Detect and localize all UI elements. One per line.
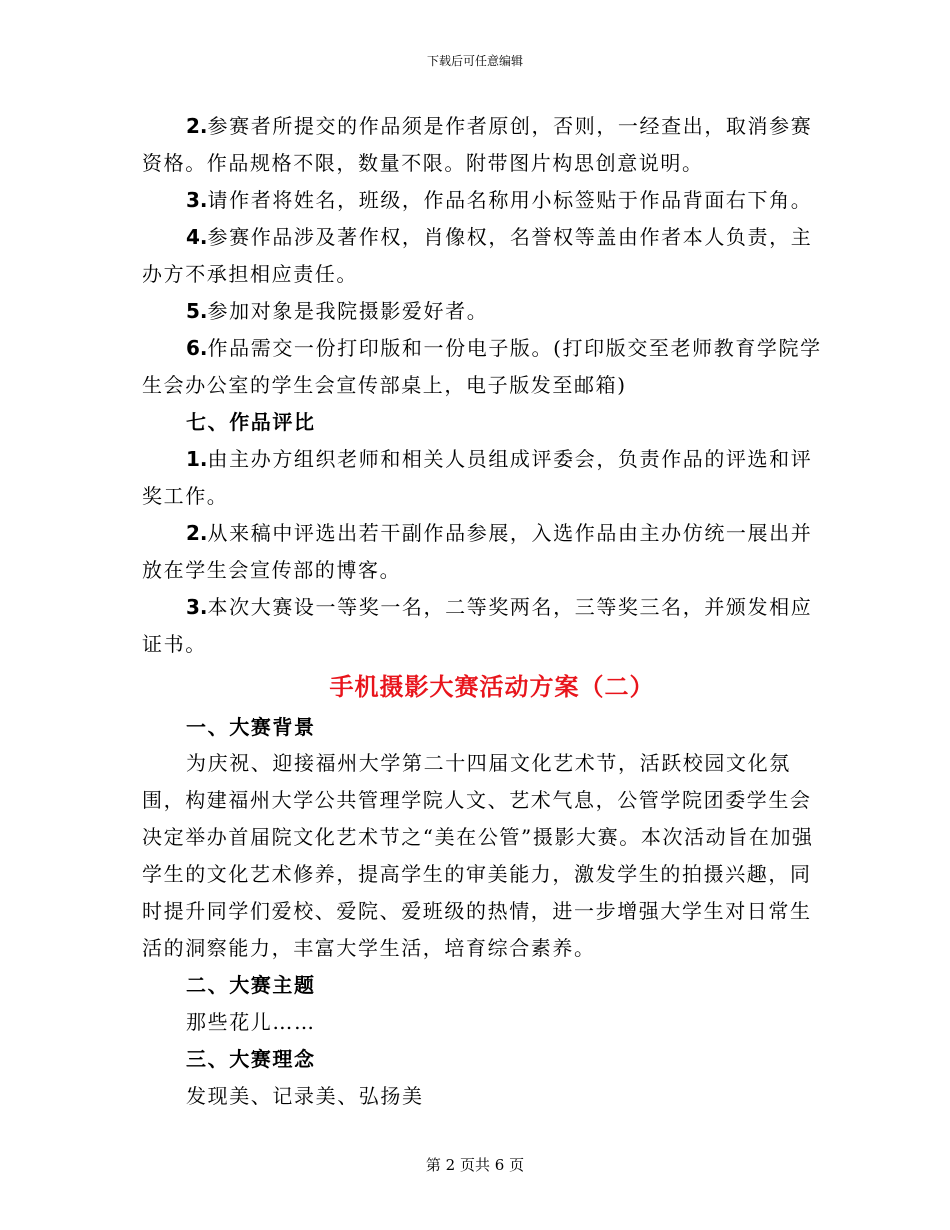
list-item bbox=[142, 219, 822, 293]
item-text: 本次大赛设一等奖一名，二等奖两名，三等奖三名，并颁发相应证书。 bbox=[142, 595, 813, 656]
item-number: 2. bbox=[186, 521, 208, 545]
section-heading: 一、大赛背景 bbox=[186, 715, 316, 739]
list-item bbox=[142, 589, 822, 663]
item-text: 作品需交一份打印版和一份电子版。(打印版交至老师教育学院学生会办公室的学生会宣传部桌上，电子版发至邮箱) bbox=[142, 336, 822, 397]
section-body: 为庆祝、迎接福州大学第二十四届文化艺术节，活跃校园文化氛围，构建福州大学公共管理学院人文、艺术气息，公管学院团委学生会决定举办首届院文化艺术节之“美在公管”摄影大赛。本次活动旨在加强学生的文化艺术修养，提高学生的审美能力，激发学生的拍摄兴趣，同时提升同学们爱校、爱院、爱班级的热情，进一步增强大学生对日常生活的洞察能力，丰富大学生活，培育综合素养。 bbox=[142, 751, 814, 960]
item-text: 请作者将姓名，班级，作品名称用小标签贴于作品背面右下角。 bbox=[207, 188, 813, 212]
item-text: 参赛作品涉及著作权，肖像权，名誉权等盖由作者本人负责，主办方不承担相应责任。 bbox=[142, 225, 813, 286]
item-number: 2. bbox=[186, 114, 208, 138]
item-number: 4. bbox=[186, 225, 208, 249]
item-text: 由主办方组织老师和相关人员组成评委会，负责作品的评选和评奖工作。 bbox=[142, 447, 813, 508]
section-heading: 二、大赛主题 bbox=[186, 973, 316, 997]
item-number: 3. bbox=[186, 595, 208, 619]
section-body: 发现美、记录美、弘扬美 bbox=[186, 1084, 424, 1108]
document-title: 手机摄影大赛活动方案（二） bbox=[329, 672, 655, 701]
page-footer: 第 2 页共 6 页 bbox=[425, 1156, 525, 1174]
item-text: 参加对象是我院摄影爱好者。 bbox=[207, 299, 489, 323]
page-header: 下载后可任意编辑 bbox=[426, 54, 523, 68]
section-heading: 七、作品评比 bbox=[186, 410, 316, 434]
list-item bbox=[142, 441, 822, 515]
section-body: 那些花儿…… bbox=[186, 1010, 316, 1034]
list-item bbox=[142, 293, 822, 330]
item-number: 3. bbox=[186, 188, 208, 212]
item-number: 1. bbox=[186, 447, 208, 471]
section-heading: 三、大赛理念 bbox=[186, 1047, 316, 1071]
document-body bbox=[142, 108, 822, 1115]
item-text: 参赛者所提交的作品须是作者原创，否则，一经查出，取消参赛资格。作品规格不限，数量不限。附带图片构思创意说明。 bbox=[142, 114, 813, 175]
list-item bbox=[142, 182, 822, 219]
list-item bbox=[142, 515, 822, 589]
item-number: 6. bbox=[186, 336, 208, 360]
list-item bbox=[142, 330, 822, 404]
item-text: 从来稿中评选出若干副作品参展，入选作品由主办仿统一展出并放在学生会宣传部的博客。 bbox=[142, 521, 813, 582]
item-number: 5. bbox=[186, 299, 208, 323]
list-item bbox=[142, 108, 822, 182]
